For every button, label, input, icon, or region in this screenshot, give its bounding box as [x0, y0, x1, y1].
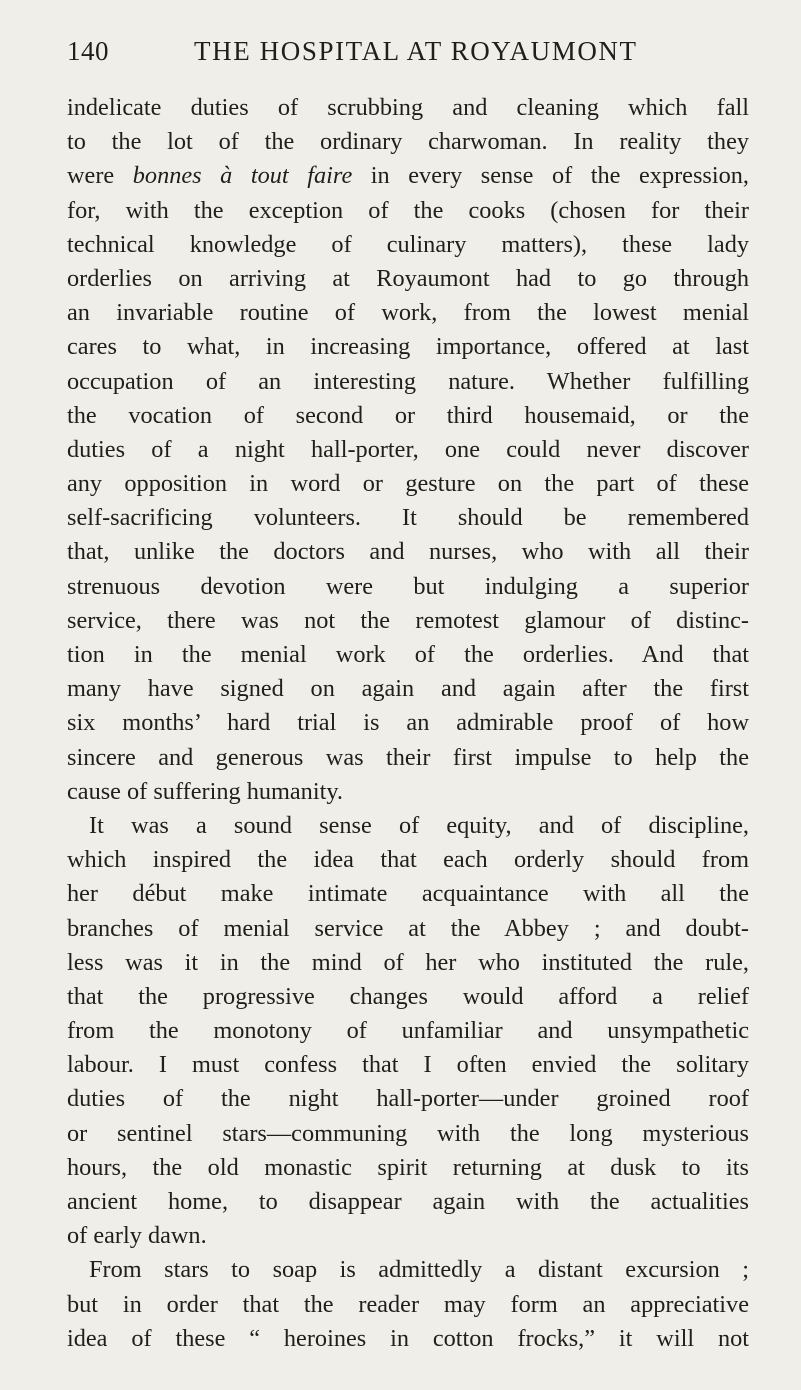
text-line: from the monotony of unfamiliar and unsympathetic [67, 1017, 749, 1045]
text-line [67, 159, 749, 193]
text-line: her début make intimate acquaintance with all the [67, 880, 749, 908]
paragraph-start-line: It was a sound sense of equity, and of discipline, [89, 811, 749, 839]
text-line: service, there was not the remotest glamour of distinc- [67, 606, 749, 634]
running-head [67, 36, 749, 76]
text-line: labour. I must confess that I often envied the solitary [67, 1051, 749, 1079]
text-line: occupation of an interesting nature. Whether fulfilling [67, 367, 749, 395]
text-line: the vocation of second or third housemaid, or the [67, 401, 749, 429]
paragraph-start-line: From stars to soap is admittedly a distant excursion ; [89, 1256, 749, 1284]
text-line: indelicate duties of scrubbing and cleaning which fall [67, 94, 749, 121]
text-line: that the progressive changes would afford a relief [67, 982, 749, 1010]
text-line: sincere and generous was their first impulse to help the [67, 743, 749, 771]
text-line: that, unlike the doctors and nurses, who with all their [67, 538, 749, 566]
text-line: technical knowledge of culinary matters), these lady [67, 230, 749, 258]
italic-phrase: bonnes à tout faire [132, 162, 353, 190]
text-line: or sentinel stars—communing with the long mysterious [67, 1119, 749, 1147]
text-line: tion in the menial work of the orderlies. And that [67, 641, 749, 668]
body-text [67, 91, 749, 1356]
text-line: to the lot of the ordinary charwoman. In reality they [67, 128, 749, 156]
paragraph-end-line: of early dawn. [67, 1222, 207, 1250]
text-line-end: in every sense of the expression, [352, 162, 749, 190]
text-line: self-sacrificing volunteers. It should be remembered [67, 504, 749, 532]
text-line: idea of these “ heroines in cotton frocks,” it will not [67, 1324, 749, 1352]
text-line: hours, the old monastic spirit returning at dusk to its [67, 1153, 749, 1181]
text-line: for, with the exception of the cooks (chosen for their [67, 196, 749, 224]
text-line: duties of a night hall-porter, one could never discover [67, 435, 749, 463]
page-number: 140 [67, 36, 109, 66]
text-line: less was it in the mind of her who instituted the rule, [67, 948, 749, 976]
text-line: orderlies on arriving at Royaumont had to go through [67, 264, 749, 292]
running-title: THE HOSPITAL AT ROYAUMONT [194, 36, 638, 66]
text-line: but in order that the reader may form an appreciative [67, 1290, 749, 1318]
text-line: strenuous devotion were but indulging a superior [67, 572, 749, 600]
text-line: an invariable routine of work, from the lowest menial [67, 299, 749, 327]
text-line: branches of menial service at the Abbey ; and doubt- [67, 914, 749, 942]
text-line: cares to what, in increasing importance, offered at last [67, 333, 749, 361]
text-line: duties of the night hall-porter—under groined roof [67, 1085, 749, 1113]
text-line: ancient home, to disappear again with the actualities [67, 1188, 749, 1215]
text-line: which inspired the idea that each orderly should from [67, 846, 749, 874]
text-line: six months’ hard trial is an admirable proof of how [67, 709, 749, 737]
text-line: many have signed on again and again after the first [67, 675, 749, 703]
paragraph-end-line: cause of suffering humanity. [67, 777, 343, 805]
text-line-start: were [67, 162, 133, 190]
text-line: any opposition in word or gesture on the part of these [67, 470, 749, 498]
